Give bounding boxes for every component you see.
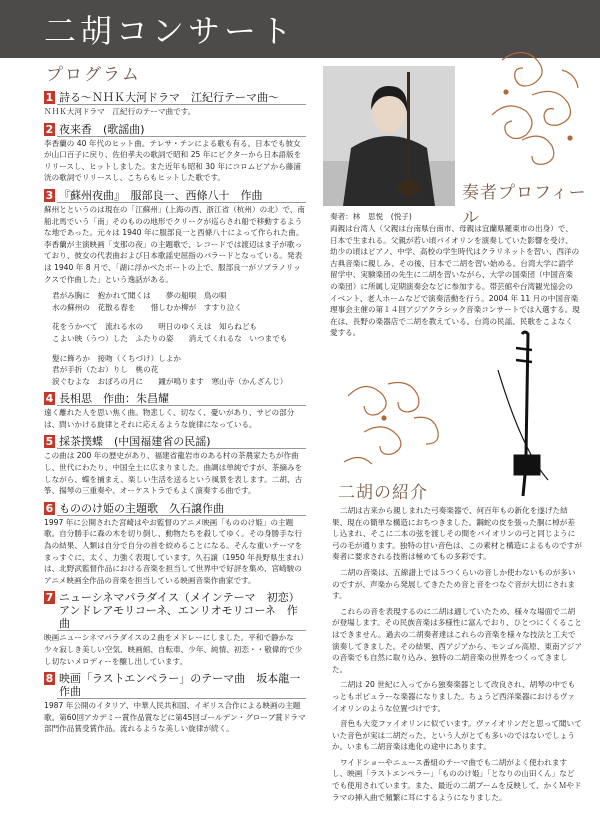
intro-paragraph: 二胡は 20 世紀に入ってから独奏楽器として改良され、胡琴の中でもっともポピュラーな楽器になりました。ちょうど西洋楽器におけるヴァイオリンのような位置づけです。 xyxy=(332,680,576,713)
program-item xyxy=(44,672,306,735)
item-number: 7 xyxy=(45,591,54,605)
lyric-line: こよい映（うつ）した ふたりの姿 消えてくれるな いつまでも xyxy=(52,333,288,343)
item-title: 映画「ラストエンペラー」のテーマ曲 坂本龍一作曲 xyxy=(57,672,306,699)
item-title: ニューシネマパラダイス（メインテーマ 初恋） アンドレアモリコーネ、エンリオモリコーネ 作曲 xyxy=(59,591,306,631)
item-number: 5 xyxy=(45,435,54,449)
item-title: 夜来香 (歌謡曲) xyxy=(57,123,306,137)
program-item xyxy=(44,91,306,118)
item-title: 採茶撲蝶 (中国福建省の民謡) xyxy=(57,435,306,449)
performer-name: 奏者：林 思悦 (悦子) xyxy=(330,212,412,221)
item-body: 1987 年公開のイタリア、中華人民共和国、イギリス合作による映画の主題歌。第60回アカデミー賞作品賞などに第45回ゴールデン・グローブ賞ドラマ部門作品賞受賞作品。流れるような美しい旋律が続く。 xyxy=(44,701,306,734)
lyric-line: 涙ぐむよな おぼろの月に 鐘が鳴ります 寒山寺（かんざんじ） xyxy=(52,376,288,386)
lyric-line: 君が手折（たお）りし 桃の花 xyxy=(52,365,159,375)
program-subtitle: プログラム xyxy=(46,65,141,85)
item-body: この曲は 200 年の歴史があり、福建省龍岩市のある村の茶農家たちが作曲し、世代にわたり、中国全土に広まりました。曲調は単純ですが、茶摘みをしながら、蝶を捕まえ、楽しい生活を送るという風景を表します。二胡、古筝、揚琴の三重奏や、オーケストラでもよく演奏する曲です。 xyxy=(44,451,303,496)
lyric-line: 髪に飾ろか 接吻（くちづけ）しよか xyxy=(52,353,182,363)
swirl-ornament-icon xyxy=(334,370,454,486)
item-number: 8 xyxy=(45,672,54,686)
intro-paragraph: 二胡は古来から親しまれた弓奏楽器で、何百年もの新化を遂げた結果、現在の簡単な構造におちつきました。鋼蛇の皮を張った胴に棹が差し込まれ、そこに二本の弦を渡しその間をバイオリンの弓と同じように弓の毛が通ります。独特の甘い音色は、この素材と構造によるものですが奏者に要求される技術は極めてもの多彩です。 xyxy=(332,506,582,562)
item-number: 3 xyxy=(45,188,54,202)
program-item xyxy=(44,123,306,184)
item-body: 1997 年に公開された宮崎はやお監督のアニメ映画「もののけ姫」の主題歌。自分勝手に森の木を切り倒し、動物たちを殺してゆく。その身勝手な行為の結果、人類は自分で自分の首を絞めることになる。そんな重いテーマをまっすぐに、太く、力強く表現しています。久石譲（1950 年長野県生まれ）は、北野武監督作品における音楽を担当して世界中で好評を集め、宮崎駿のアニメ映画全作品の音楽を担当している映画音楽作曲家です。 xyxy=(44,517,305,585)
intro-paragraph: ワイドショーやニュース番組のテーマ曲でも二胡がよく使われますし、映画「ラストエンペラー」「もののけ姫」「となりの山田くん」などでも使用されています。また、最近の二胡ブームを反映して、かくＭやドラマの挿入曲で頻繁に耳にするようになりました。 xyxy=(332,757,582,802)
erhu-icon xyxy=(492,330,552,504)
page-title: 二胡コンサート xyxy=(44,12,297,50)
intro-paragraph: 音色も大変ファイオリンに似ています。ヴァイオリンだと思って聞いていた音色が実は二胡だった、という人がとても多いのではないでしょうか。いまも二胡音楽は進化の途中にあります。 xyxy=(332,719,582,752)
program-item xyxy=(44,189,306,387)
program-item xyxy=(44,392,306,430)
item-number: 1 xyxy=(45,91,54,104)
item-title: 『蘇州夜曲』 服部良一、西條八十 作曲 xyxy=(57,189,306,203)
profile-text: 両親は台湾人（父親は台南県台南市、母親は宜蘭県羅東市の出身）で、日本で生まれる。父親が若い頃バイオリンを演奏していた影響を受け、幼少の頃はピアノ、中学、高校の学生時代はクラリネットを習い、西洋の古典音楽に親しみ、その後、日本で二胡を習い始める。台湾大学に語学留学中、実験楽団の先生に二胡を習いながら、大学の国楽団（中国音楽の楽団）に所属し定期演奏会などに参加する。帯芸館や台湾観光協会のイベント、老人ホームなどで演奏活動を行う。2004 年 11 月の中国音楽理事会主催の第１４回アジアクラシック音楽コンサートでは入選する。現在は、長野の楽器店で二胡を教えている。台湾の民謡、民歌をこよなく愛する。 xyxy=(330,224,580,338)
item-number: 2 xyxy=(45,122,54,136)
item-number: 6 xyxy=(45,501,54,515)
item-body: 蘇州とというのは現在の「江蘇州」(上海の西、浙江省（杭州）の北）で、南船北馬でいう「南」そのものの地形でクリークが巡らされ船で移動するような地であった。元々は 1940 年に服部良一と西條八十によって作られた曲。李香蘭が主演映画「支那の夜」の主題歌で、レコードでは渡辺はま子が歌っており、彼女の代表曲および日本歌謡史屈指のバラードとなっている。発表は 1940 年 8 月で、「湖に浮かべたボートの上で、服部良一がソプラノリックスで作曲した」という逸話がある。 xyxy=(44,204,305,284)
profile-heading: 奏者プロフィール xyxy=(462,183,587,228)
intro-paragraph: 二胡の音楽は、五線譜上では５つくらいの音しか使わないものが多いのですが、声楽から発展してきたため音と音をつなぐ音が大切にされます。 xyxy=(332,567,576,601)
item-body: ＮＨＫ大河ドラマ 江紀行のテーマ曲です。 xyxy=(44,107,196,116)
intro-paragraph: これらの音を表現するのに二胡は適していたため、様々な場面で二胡が登場します。その民族音楽は多様性に富んでおり、ひとつにくくることはできません。過去の二胡奏者達はこれらの音楽を様々な技法と工夫で演奏してきました。その結果、西アジアから、モンゴル高原、東南アジアの音楽でも自然に取り込み、独特の二胡音楽の世界をつくってきました。 xyxy=(332,606,582,674)
item-body: 李香蘭の 40 年代のヒット曲。テレサ・テンによる歌も有る。日本でも彼女が山口百子に戻り、佐伯孝夫の歌詞で昭和 25 年にビクターから日本語版をリリースし、ヒットしました。また近年も昭和 30 年にコロムビアから藤浦洸の歌詞でリリースし、こちらもヒットした歌です。 xyxy=(44,138,302,183)
program-item xyxy=(44,502,306,587)
performer-photo xyxy=(323,66,455,206)
item-number: 4 xyxy=(45,392,54,406)
program-item xyxy=(44,435,306,496)
item-title: もののけ姫の主題歌 久石譲作曲 xyxy=(57,502,306,516)
lyric-line: 君がみ胸に 抱かれて聞くは 夢の船唄 鳥の唄 xyxy=(52,291,227,301)
item-title: 詩る〜ＮＨＫ大河ドラマ 江紀行テーマ曲〜 xyxy=(57,91,306,105)
intro-text xyxy=(332,505,582,807)
lyric-line: 花をうかべて 流れる水の 明日のゆくえは 知らねども xyxy=(52,322,258,332)
program-list xyxy=(44,91,306,740)
intro-heading: 二胡の紹介 xyxy=(338,483,428,503)
swirl-ornament-icon xyxy=(472,40,592,179)
item-title: 長相思 作曲：朱昌耀 xyxy=(57,392,306,406)
lyrics xyxy=(52,290,306,387)
item-body: 遠く離れた人を思い焦く曲。物悲しく、切なく、憂いがあり、サビの部分は、問いかける旋律とそれに応えるような旋律になっている。 xyxy=(44,408,295,429)
item-body: 映画ニューシネマパラダイスの２曲をメドレーにしました。平和で静かな少々寂しき美しい空気、映画館、自転車、少年、純情、初恋・・敬偉的で少し切ないメロディーを醸し出しています。 xyxy=(44,633,303,666)
program-item xyxy=(44,591,306,667)
lyric-line: 水の蘇州の 花散る春を 惜しむか柳が すすり泣く xyxy=(52,302,242,312)
